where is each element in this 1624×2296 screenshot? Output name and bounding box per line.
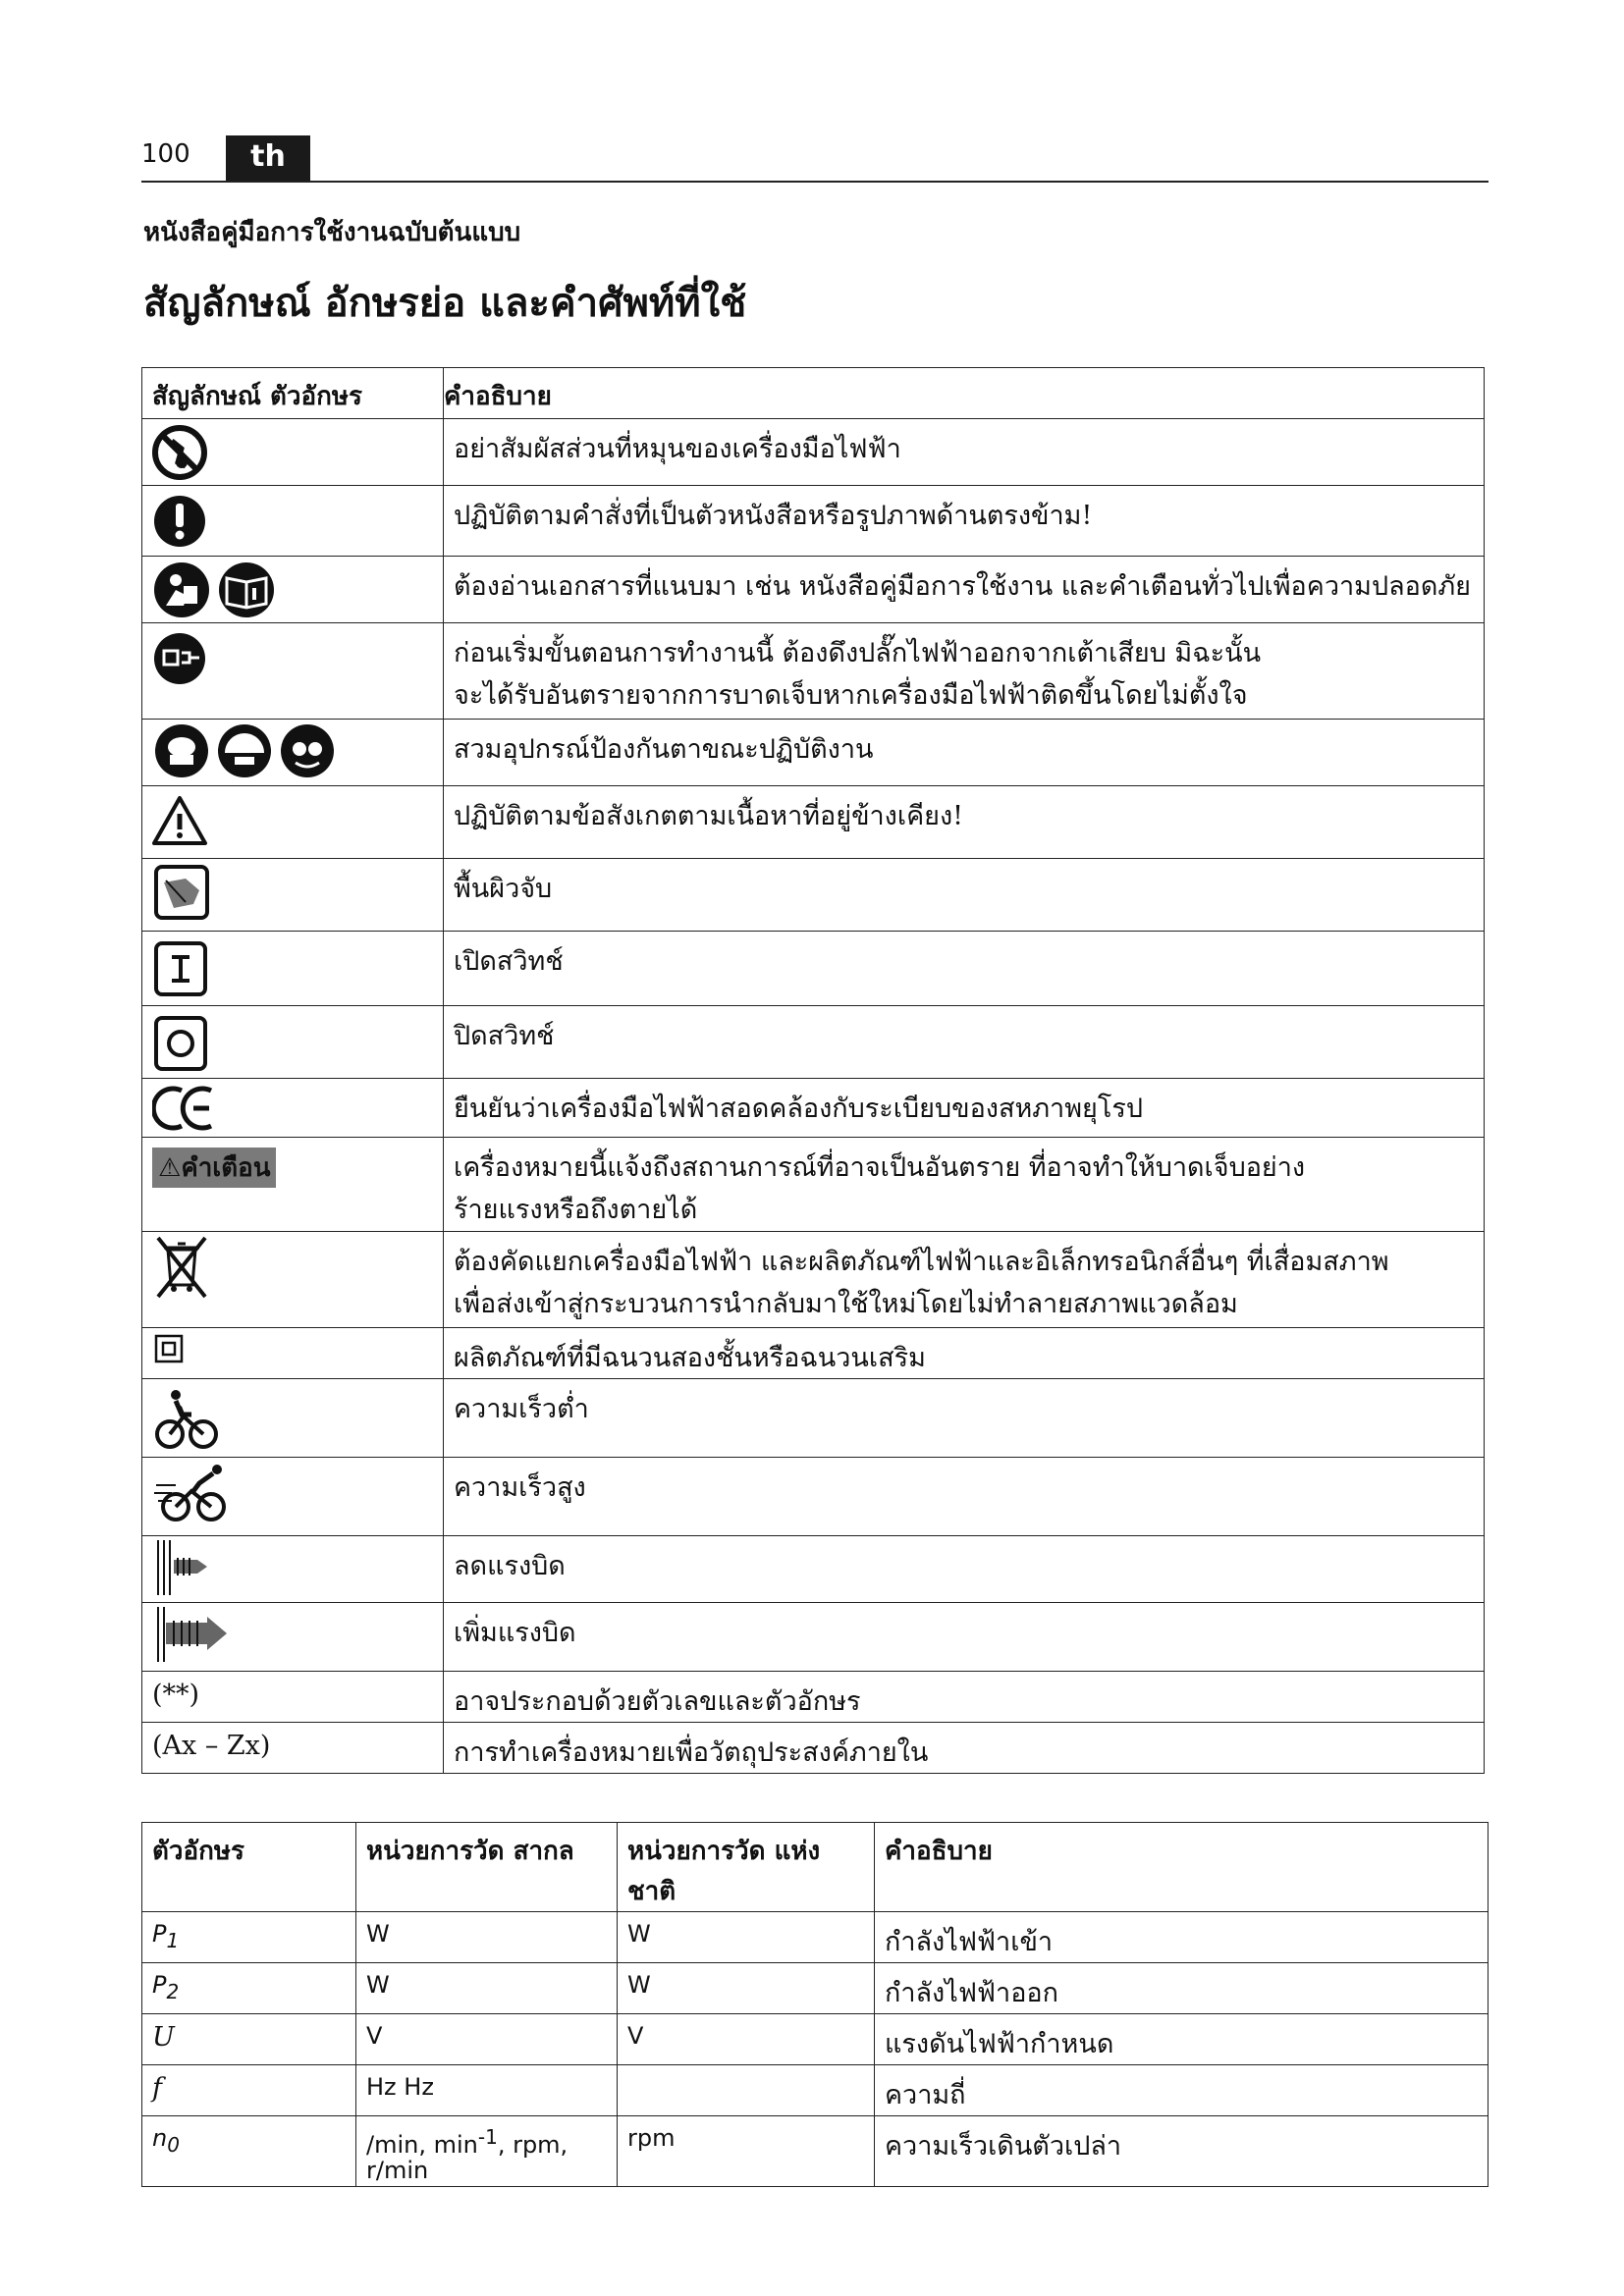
page-number: 100: [141, 139, 190, 169]
protective-equipment-icon: [152, 720, 349, 780]
si-unit: W: [356, 1963, 618, 2014]
unit-symbol: $P_1$: [142, 1912, 356, 1963]
table-row: [142, 2065, 1489, 2116]
table-row: [142, 1963, 1489, 2014]
column-header-symbol: สัญลักษณ์ ตัวอักษร: [142, 368, 444, 419]
high-torque-icon: [152, 1603, 233, 1666]
table-row: [142, 1006, 1485, 1079]
si-unit: /min, $\min^{-1}$, rpm, r/min: [356, 2116, 618, 2187]
table-row: [142, 1912, 1489, 1963]
national-unit: V: [618, 2014, 875, 2065]
row-description: สวมอุปกรณ์ป้องกันตาขณะปฏิบัติงาน: [444, 720, 1485, 786]
unit-description: แรงดันไฟฟ้ากำหนด: [875, 2014, 1489, 2065]
unit-symbol: f: [142, 2065, 356, 2116]
header-rule: [141, 181, 1489, 183]
double-insulation-icon: [152, 1328, 191, 1371]
row-description: ก่อนเริ่มขั้นตอนการทำงานนี้ ต้องดึงปลั๊กไฟฟ้าออกจากเต้าเสียบ มิฉะนั้น: [454, 638, 1262, 668]
row-description: ความเร็วต่ำ: [444, 1379, 1485, 1458]
unplug-icon: [152, 623, 211, 688]
ce-mark-icon: [152, 1079, 221, 1134]
table-row: [142, 1723, 1485, 1774]
mandatory-action-icon: [152, 486, 211, 551]
unit-description: ความเร็วเดินตัวเปล่า: [875, 2116, 1489, 2187]
table-header-row: [142, 368, 1485, 419]
table-row: [142, 786, 1485, 859]
row-symbol: (**): [142, 1672, 444, 1723]
table-row: [142, 419, 1485, 486]
row-description: ผลิตภัณฑ์ที่มีฉนวนสองชั้นหรือฉนวนเสริม: [444, 1328, 1485, 1379]
table-header-row: [142, 1823, 1489, 1912]
weee-bin-icon: [152, 1232, 215, 1303]
si-unit: V: [356, 2014, 618, 2065]
table-row: [142, 1232, 1485, 1328]
row-description: พื้นผิวจับ: [444, 859, 1485, 932]
table-row: [142, 1379, 1485, 1458]
low-speed-icon: [152, 1379, 223, 1454]
document-subtitle: หนังสือคู่มือการใช้งานฉบับต้นแบบ: [143, 218, 521, 247]
row-description-line2: ร้ายแรงหรือถึงตายได้: [454, 1195, 698, 1225]
table-row: [142, 932, 1485, 1006]
table-row: [142, 486, 1485, 557]
column-header-si-unit: หน่วยการวัด สากล: [356, 1823, 618, 1912]
table-row: [142, 859, 1485, 932]
row-description: เปิดสวิทช์: [444, 932, 1485, 1006]
row-description: ปฏิบัติตามคำสั่งที่เป็นตัวหนังสือหรือรูปภาพด้านตรงข้าม!: [444, 486, 1485, 557]
table-row: [142, 1079, 1485, 1138]
no-touch-rotating-parts-icon: [152, 419, 211, 482]
table-row: [142, 1536, 1485, 1603]
row-description: อาจประกอบด้วยตัวเลขและตัวอักษร: [444, 1672, 1485, 1723]
si-unit: Hz Hz: [356, 2065, 618, 2116]
table-row: [142, 1672, 1485, 1723]
row-description: ต้องคัดแยกเครื่องมือไฟฟ้า และผลิตภัณฑ์ไฟฟ้าและอิเล็กทรอนิกส์อื่นๆ ที่เสื่อมสภาพ: [454, 1247, 1389, 1277]
row-description: ลดแรงบิด: [444, 1536, 1485, 1603]
page-header: [141, 135, 1489, 185]
unit-description: กำลังไฟฟ้าเข้า: [875, 1912, 1489, 1963]
row-description: ปิดสวิทช์: [444, 1006, 1485, 1079]
column-header-symbol: ตัวอักษร: [142, 1823, 356, 1912]
unit-symbol: $n_0$: [142, 2116, 356, 2187]
row-description: เพิ่มแรงบิด: [444, 1603, 1485, 1672]
grip-surface-icon: [152, 859, 213, 922]
low-torque-icon: [152, 1536, 221, 1599]
table-row: [142, 2116, 1489, 2187]
read-manual-icon: [152, 557, 290, 619]
row-symbol: (Ax – Zx): [142, 1723, 444, 1774]
language-tab: th: [226, 135, 310, 181]
row-description: การทำเครื่องหมายเพื่อวัตถุประสงค์ภายใน: [444, 1723, 1485, 1774]
table-row: [142, 1458, 1485, 1536]
national-unit: [618, 2065, 875, 2116]
table-row: [142, 1138, 1485, 1232]
row-description: ปฏิบัติตามข้อสังเกตตามเนื้อหาที่อยู่ข้างเคียง!: [444, 786, 1485, 859]
row-description: ต้องอ่านเอกสารที่แนบมา เช่น หนังสือคู่มือการใช้งาน และคำเตือนทั่วไปเพื่อความปลอดภัย: [444, 557, 1485, 623]
unit-symbol: $P_2$: [142, 1963, 356, 2014]
si-unit: W: [356, 1912, 618, 1963]
symbols-table: [141, 367, 1485, 1774]
row-description: ยืนยันว่าเครื่องมือไฟฟ้าสอดคล้องกับระเบียบของสหภาพยุโรป: [444, 1079, 1485, 1138]
table-row: [142, 1328, 1485, 1379]
high-speed-icon: [152, 1458, 233, 1526]
row-description-line2: จะได้รับอันตรายจากการบาดเจ็บหากเครื่องมือไฟฟ้าติดขึ้นโดยไม่ตั้งใจ: [454, 680, 1248, 711]
section-title: สัญลักษณ์ อักษรย่อ และคำศัพท์ที่ใช้: [143, 280, 747, 326]
row-description-line2: เพื่อส่งเข้าสู่กระบวนการนำกลับมาใช้ใหม่โดยไม่ทำลายสภาพแวดล้อม: [454, 1289, 1238, 1319]
table-row: [142, 2014, 1489, 2065]
table-row: [142, 1603, 1485, 1672]
national-unit: rpm: [618, 2116, 875, 2187]
column-header-description: คำอธิบาย: [444, 368, 1485, 419]
table-row: [142, 720, 1485, 786]
warning-badge-label: คำเตือน: [181, 1153, 271, 1183]
row-description: เครื่องหมายนี้แจ้งถึงสถานการณ์ที่อาจเป็นอันตราย ที่อาจทำให้บาดเจ็บอย่าง: [454, 1152, 1306, 1183]
unit-description: กำลังไฟฟ้าออก: [875, 1963, 1489, 2014]
switch-on-icon: [152, 932, 213, 998]
national-unit: W: [618, 1963, 875, 2014]
table-row: [142, 557, 1485, 623]
national-unit: W: [618, 1912, 875, 1963]
column-header-description: คำอธิบาย: [875, 1823, 1489, 1912]
table-row: [142, 623, 1485, 720]
warning-triangle-icon: [152, 786, 211, 849]
switch-off-icon: [152, 1006, 213, 1073]
unit-description: ความถี่: [875, 2065, 1489, 2116]
units-table: [141, 1822, 1489, 2187]
warning-badge-icon: ⚠คำเตือน: [152, 1148, 276, 1188]
row-description: ความเร็วสูง: [444, 1458, 1485, 1536]
column-header-national-unit: หน่วยการวัด แห่งชาติ: [618, 1823, 875, 1912]
unit-symbol: U: [142, 2014, 356, 2065]
row-description: อย่าสัมผัสส่วนที่หมุนของเครื่องมือไฟฟ้า: [444, 419, 1485, 486]
